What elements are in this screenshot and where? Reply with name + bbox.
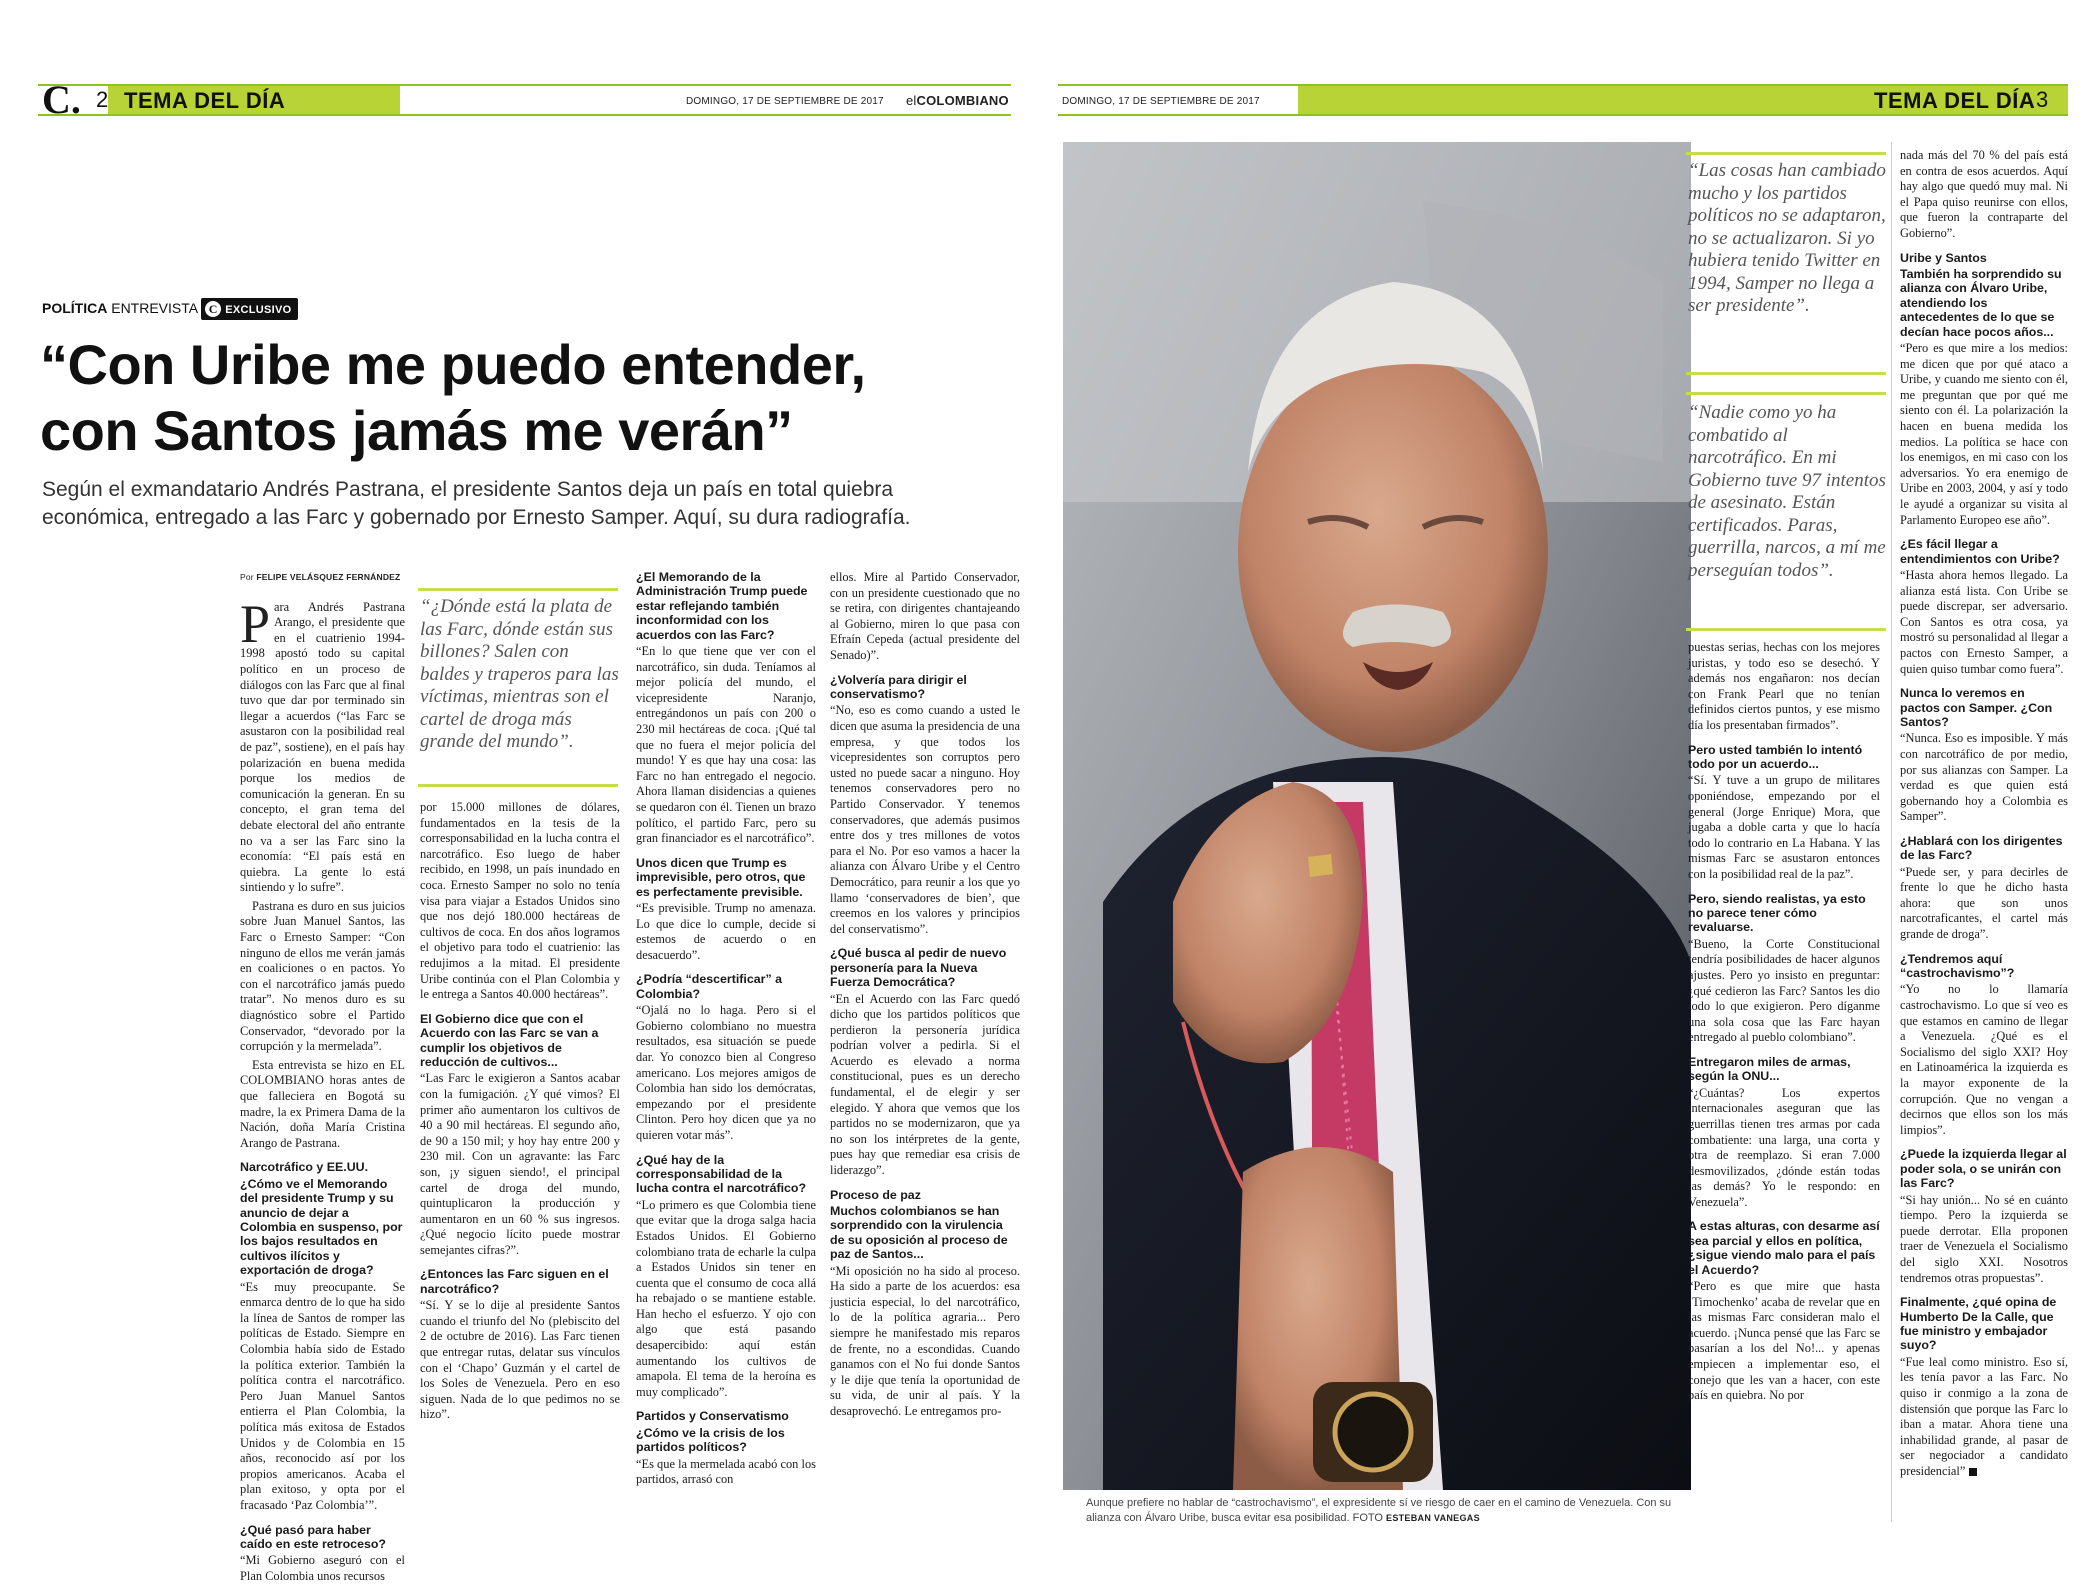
right-pull-quote-1: “Las cosas han cambiado mucho y los partidos políticos no se adaptaron, no se actualizaron. Si yo hubiera tenido Twitter en 1994, Samper no llega a ser presidente”.: [1688, 160, 1886, 316]
question: ¿Qué hay de la corresponsabilidad de la lucha contra el narcotráfico?: [636, 1152, 807, 1196]
portrait-photo-art: [1063, 142, 1691, 1490]
paragraph: Esta entrevista se hizo en EL COLOMBIANO horas antes de que falleciera en Bogotá su madre, la ex Primera Dama de la Nación, doña María Cristina Arango de Pastrana.: [240, 1057, 405, 1150]
article-deck: [42, 476, 1042, 532]
portrait-photo: [1063, 142, 1691, 1490]
paragraph: por 15.000 millones de dólares, fundamentados en la tesis de la corresponsabilidad en la lucha contra el narcotráfico. Eso luego de haber recibido, en 1998, un país inundado en coca. Ernesto Samper no solo no tenía visa para viajar a Estados Unidos sino que nos dejó 180.000 hectáreas de cultivos de coca. En dos años logramos el objetivo para todo el cuatrienio: las redujimos a la mitad. El presidente Uribe continúa con el Plan Colombia y le entrega a Santos 40.000 hectáreas”.: [420, 800, 620, 1002]
question: Muchos colombianos se han sorprendido con la virulencia de su oposición al proceso de paz de Santos...: [830, 1204, 1008, 1262]
question: También ha sorprendido su alianza con Álvaro Uribe, atendiendo los antecedentes de lo que se decían hace pocos años...: [1900, 266, 2062, 339]
right-quote-1-top-rule: [1686, 152, 1886, 155]
left-header-date: DOMINGO, 17 DE SEPTIEMBRE DE 2017: [686, 96, 884, 107]
answer: “Hasta ahora hemos llegado. La alianza está lista. Con Uribe se puede discrepar, ser adversario. Con Santos es otra cosa, ya mostró su personalidad al llegar a pactos con Ernesto Samper, a quien quiso tumbar como fuera”.: [1900, 567, 2068, 676]
question: ¿Hablará con los dirigentes de las Farc?: [1900, 833, 2063, 863]
question: ¿Entonces las Farc siguen en el narcotráfico?: [420, 1267, 609, 1296]
article-column-1: [240, 570, 405, 1583]
right-quote-2-bottom-rule: [1686, 628, 1886, 631]
right-quote-2-top-rule: [1686, 392, 1886, 395]
question: El Gobierno dice que con el Acuerdo con las Farc se van a cumplir los objetivos de reducción de cultivos...: [420, 1011, 599, 1069]
answer: “Sí. Y se lo dije al presidente Santos cuando el triunfo del No (plebiscito del 2 de octubre de 2016). Las Farc tienen que entregar rutas, delatar sus vínculos con el ‘Chapo’ Guzmán y el cartel de los Soles de Venezuela. Pero en eso siguen. Nada de lo que pedimos no se hizo”.: [420, 1298, 620, 1422]
question: Pero, siendo realistas, ya esto no parece tener cómo revaluarse.: [1688, 891, 1866, 935]
exclusive-badge: [201, 298, 297, 320]
question: Unos dicen que Trump es imprevisible, pero otros, que es perfectamente previsible.: [636, 855, 806, 899]
newspaper-brand: elCOLOMBIANO: [906, 93, 1009, 108]
photo-credit-name: ESTEBAN VANEGAS: [1386, 1513, 1480, 1523]
answer: “Nunca. Eso es imposible. Y más con narcotráfico de por medio, por sus alianzas con Samper. La verdad es que quien está gobernando hoy a Colombia es Samper”.: [1900, 731, 2068, 824]
question: ¿Qué busca al pedir de nuevo personería para la Nueva Fuerza Democrática?: [830, 946, 1007, 990]
question: ¿Cómo ve el Memorando del presidente Trump y su anuncio de dejar a Colombia en suspenso, por los bajos resultados en cultivos ilícitos y exportación de droga?: [240, 1176, 403, 1278]
column-divider: [1891, 142, 1892, 1522]
paragraph: nada más del 70 % del país está en contra de esos acuerdos. Aquí hay algo que quedó muy mal. Ni el Papa quiso reunirse con ellos, que fueron la contraparte del Gobierno”.: [1900, 148, 2068, 240]
question: ¿Tendremos aquí “castrochavismo”?: [1900, 951, 2015, 981]
question: Pero usted también lo intentó todo por un acuerdo...: [1688, 742, 1863, 771]
answer: “Bueno, la Corte Constitucional tendría posibilidades de hacer algunos ajustes. Pero yo insisto en preguntar: ¿qué cedieron las Farc? Santos les dio todo lo que exigieron. Pero díganme una sola cosa que las Farc hayan entregado al pueblo colombiano”.: [1688, 936, 1880, 1045]
byline-prefix: Por: [240, 572, 254, 582]
question: Finalmente, ¿qué opina de Humberto De la Calle, que fue ministro y embajador suyo?: [1900, 1295, 2057, 1353]
article-column-5: [1688, 640, 1880, 1530]
article-column-3: [636, 570, 816, 1530]
answer: “Puede ser, y para decirles de frente lo que he dicho hasta ahora: que son unos narcotraficantes, el cartel más grande de droga”.: [1900, 864, 2068, 942]
question: ¿Puede la izquierda llegar al poder sola, o se unirán con las Farc?: [1900, 1147, 2067, 1191]
deck-line-1: Según el exmandatario Andrés Pastrana, el presidente Santos deja un país en total quiebra: [42, 478, 894, 501]
right-page-header: [1058, 84, 2068, 116]
article-kicker: [42, 298, 298, 320]
answer: “Yo no lo llamaría castrochavismo. Lo que sí veo es que estamos en camino de llegar a Venezuela. ¿Qué es el Socialismo del siglo XXI? Hoy en Latinoamérica la izquierda es la mayor exponente de la corrupción. Que no vengan a decirnos que ellos son los más limpios”.: [1900, 982, 2068, 1137]
right-header-date: DOMINGO, 17 DE SEPTIEMBRE DE 2017: [1062, 96, 1260, 107]
headline-line-1: “Con Uribe me puedo entender,: [40, 333, 866, 396]
right-quote-1-bottom-rule: [1686, 372, 1886, 375]
question: ¿Qué pasó para haber caído en este retroceso?: [240, 1522, 386, 1551]
left-page-number: 2: [96, 87, 109, 112]
right-pull-quote-2: “Nadie como yo ha combatido al narcotráfico. En mi Gobierno tuve 97 intentos de asesinato. Están certificados. Paras, guerrilla, narcos, a mí me perseguían todos”.: [1688, 402, 1886, 581]
answer: “Pero es que mire que hasta ‘Timochenko’ acaba de revelar que en las mismas Farc consideran malo el acuerdo. ¡Nunca pensé que las Farc se pasarían a los del No!... y apenas empiecen a implementar eso, el conejo que les van a hacer, con este país en quiebra. No por: [1688, 1279, 1880, 1403]
byline-author: FELIPE VELÁSQUEZ FERNÁNDEZ: [256, 572, 401, 582]
final-answer-text: “Fue leal como ministro. Eso sí, les tenía pavor a las Farc. No quiso ir conmigo a la zona de distensión que porque las Farc lo iban a matar. Ahora tiene una inhabilidad grande, al pasar de ser negociador a candidato presidencial”: [1900, 1354, 2068, 1478]
right-section-name: TEMA DEL DÍA: [1874, 88, 2036, 113]
article-column-2: [420, 800, 620, 1530]
question: ¿Volvería para dirigir el conservatismo?: [830, 672, 967, 701]
caption-text: Aunque prefiere no hablar de “castrochavismo”, el expresidente sí ve riesgo de caer en el camino de Venezuela. Con su alianza con Álvaro Uribe, busca evitar esa posibilidad.: [1086, 1497, 1672, 1524]
question: ¿Es fácil llegar a entendimientos con Uribe?: [1900, 537, 2060, 566]
answer: “Lo primero es que Colombia tiene que evitar que la droga salga hacia Estados Unidos. El Gobierno colombiano trata de echarle la culpa a Estados Unidos sin tener en cuenta que el consumo de coca allá ha rebajado o se mantiene estable. Han hecho el esfuerzo. Y ojo con algo que está pasando desapercibido: aquí están aumentando los cultivos de amapola. El tema de la heroína es muy complicado”.: [636, 1197, 816, 1399]
left-quote-bottom-rule: [418, 784, 618, 787]
question: Entregaron miles de armas, según la ONU...: [1688, 1054, 1851, 1084]
newspaper-logo-icon: C.: [42, 77, 81, 122]
answer: “Sí. Y tuve a un grupo de militares oponiéndose, empezando por el general (Jorge Enrique) Mora, que jugaba a doble carta y que lo hacía todo lo contrario en La Habana. Y las mismas Farc se asustaron entonces con la posibilidad real de la paz”.: [1688, 773, 1880, 881]
left-pull-quote: “¿Dónde está la plata de las Farc, dónde están sus billones? Salen con baldes y traperos para las víctimas, mientras son el cartel de droga más grande del mundo”.: [420, 596, 619, 752]
left-quote-top-rule: [418, 588, 618, 591]
photo-caption: [1086, 1496, 1686, 1526]
subhead-partidos: Partidos y Conservatismo: [636, 1409, 789, 1424]
right-page-number: 3: [2036, 87, 2049, 112]
photo-credit-label: FOTO: [1352, 1512, 1383, 1524]
article-headline: [40, 332, 1040, 464]
subhead-uribe-y-santos: Uribe y Santos: [1900, 250, 1987, 265]
kicker-type: ENTREVISTA: [111, 300, 198, 316]
exclusive-logo-icon: C: [205, 301, 221, 317]
answer: “Mi oposición no ha sido al proceso. Ha sido a parte de los acuerdos: esa justicia especial, lo del narcotráfico, lo de la política agraria... Pero siempre he manifestado mis reparos de frente, no a escondidas. Cuando ganamos con el No fui donde Santos y le dije que tenía la oportunidad de su vida, de unir al país. Y la desaprovechó. Le entregamos pro-: [830, 1263, 1020, 1418]
answer: “Es previsible. Trump no amenaza. Lo que dice lo cumple, decide si estemos de acuerdo o en desacuerdo”.: [636, 900, 816, 962]
intro-text: ara Andrés Pastrana Arango, el presidente que en el cuatrienio 1994-1998 apostó todo su capital político en un proceso de diálogos con las Farc que al final tuvo que dar por terminado sin llegar a acuerdos (“las Farc se asustaron con la posibilidad real de paz”, sostiene), en el país hay polarización en buena medida porque los medios de comunicación la generan. En su concepto, el gran tema del debate electoral del año entrante no va a ser las Farc sino la economía: “El país está en quiebra. La gente lo está sintiendo y lo sufre”.: [240, 599, 405, 895]
answer: “¿Cuántas? Los expertos internacionales aseguran que las guerrillas tienen tres armas por cada combatiente: una larga, una corta y otra de reemplazo. Si eran 7.000 desmovilizados, ¿dónde están todas las demás? Yo le respondo: en Venezuela”.: [1688, 1085, 1880, 1209]
answer: “No, eso es como cuando a usted le dicen que asuma la presidencia de una empresa, y que todos los vicepresidentes son corruptos pero usted no puede sacar a ninguno. Hoy tenemos conservadores pero no Partido Conservador. Y tenemos conservadores, que además pusimos entre dos y tres millones de votos para el No. Por eso vamos a hacer la alianza con Álvaro Uribe y el Centro Democrático, para reunir a los que yo llamo ‘conservadores de bien’, que creemos en los valores y principios del conservatismo”.: [830, 703, 1020, 936]
drop-cap: P: [240, 593, 271, 654]
answer: “Las Farc le exigieron a Santos acabar con la fumigación. ¿Y qué vimos? El primer año aumentaron los cultivos de 40 a 90 mil hectáreas. El segundo año, de 90 a 150 mil; y hoy hay entre 200 y 230 mil. Con un agravante: las Farc son, ¡y siguen siendo!, el principal cartel de droga del mundo, quintuplicaron la producción y aumentaron en un 60 % sus ingresos. ¿Qué negocio lícito puede mostrar semejantes cifras?”.: [420, 1071, 620, 1257]
article-column-4: [830, 570, 1020, 1530]
deck-line-2: económica, entregado a las Farc y gobernado por Ernesto Samper. Aquí, su dura radiografía.: [42, 506, 911, 529]
paragraph: ellos. Mire al Partido Conservador, con un presidente cuestionado que no se retira, con dirigentes chantajeando al Gobierno, miren lo que pasa con Efraín Cepeda (actual presidente del Senado)”.: [830, 570, 1020, 662]
answer: [1900, 1355, 2068, 1480]
question: A estas alturas, con desarme así sea parcial y ellos en política, ¿sigue viendo malo para el país el Acuerdo?: [1688, 1219, 1880, 1277]
answer: “En el Acuerdo con las Farc quedó dicho que los partidos políticos que perdieron la personería jurídica podrían volver a pedirla. Si el Acuerdo es elevado a norma constitucional, pues es un derecho fundamental, el de elegir y ser elegido. Y ahora que vemos que los partidos no se modernizaron, que ya no son los intérpretes de la gente, pues hay que remediar esa crisis de liderazgo”.: [830, 991, 1020, 1178]
kicker-section: POLÍTICA: [42, 300, 108, 316]
answer: “Pero es que mire a los medios: me dicen que por qué ataco a Uribe, y cuando me siento con él, me preguntan que por qué me siento con él. La polarización la hacen en buena medida los medios. La política se hace con los enemigos, en mi caso con los adversarios. Yo era enemigo de Uribe en 2003, 2004, y así y todo le ayudé a organizar su visita al Parlamento Europeo ese año”.: [1900, 341, 2068, 527]
paragraph: Pastrana es duro en sus juicios sobre Juan Manuel Santos, las Farc o Ernesto Samper: “Con ninguno de ellos me verán jamás en coaliciones o en pactos. Yo con el narcotráfico jamás puedo tratar”. No menos duro es su diagnóstico sobre el Partido Conservador, “devorado por la corrupción y la mermelada”.: [240, 898, 405, 1054]
question: ¿Podría “descertificar” a Colombia?: [636, 972, 782, 1001]
question: ¿Cómo ve la crisis de los partidos políticos?: [636, 1425, 785, 1455]
intro-paragraph: [240, 593, 405, 896]
answer: “Ojalá no lo haga. Pero si el Gobierno colombiano no muestra resultados, esa situación se puede dar. Yo conozco bien al Congreso americano. Los mejores amigos de Colombia han sido los demócratas, empezando por el presidente Clinton. Pero hoy dicen que ya no quieren votar más”.: [636, 1003, 816, 1142]
exclusive-label: EXCLUSIVO: [225, 304, 292, 316]
subhead-proceso-de-paz: Proceso de paz: [830, 1187, 921, 1202]
answer: “Es muy preocupante. Se enmarca dentro de lo que ha sido la línea de Santos de romper las políticas de Estado. Siempre en Colombia había sido de Estado la política exterior. También la política contra el narcotráfico. Pero Juan Manuel Santos entierra el Plan Colombia, la política más exitosa de Estados Unidos y de Colombia en 15 años, reconocido así por los propios americanos. Acaba el plan exitoso, y opta por el fracasado ‘Paz Colombia’”.: [240, 1279, 405, 1512]
question: ¿El Memorando de la Administración Trump puede estar reflejando también inconformidad con los acuerdos con las Farc?: [636, 570, 808, 642]
left-page-header: [38, 77, 1011, 122]
end-of-article-icon: [1969, 1468, 1977, 1476]
answer: “Si hay unión... No sé en cuánto tiempo. Pero la izquierda se puede derrotar. Ella proponen traer de Venezuela el Socialismo del siglo XXI. Nosotros tendremos otras propuestas”.: [1900, 1192, 2068, 1285]
answer: “Es que la mermelada acabó con los partidos, arrasó con: [636, 1456, 816, 1487]
answer: “En lo que tiene que ver con el narcotráfico, sin duda. Teníamos al mejor policía del mundo, el vicepresidente Naranjo, entregándonos un país con 200 o 230 mil hectáreas de coca. ¡Qué tal que no fuera el mejor policía del mundo! Y es que hay una cosa: las Farc no han entregado el negocio. Ahora llaman disidencias a quienes se quedaron con él. Tienen un brazo político, el partido Farc, pero su gran financiador es el narcotráfico”.: [636, 644, 816, 846]
subhead-narcotrafico: Narcotráfico y EE.UU.: [240, 1160, 369, 1175]
left-section-name: TEMA DEL DÍA: [124, 88, 286, 113]
paragraph: puestas serias, hechas con los mejores juristas, y todo eso se desechó. Y además nos engañaron: nos decían con Frank Pearl que no tenían definidos ciertos puntos, y ese mismo día los presentaban firmados”.: [1688, 640, 1880, 732]
article-column-6: [1900, 148, 2068, 1530]
article-byline: [240, 570, 405, 586]
question: Nunca lo veremos en pactos con Samper. ¿Con Santos?: [1900, 686, 2053, 729]
answer: “Mi Gobierno aseguró con el Plan Colombia unos recursos: [240, 1553, 405, 1583]
headline-line-2: con Santos jamás me verán”: [40, 399, 793, 462]
